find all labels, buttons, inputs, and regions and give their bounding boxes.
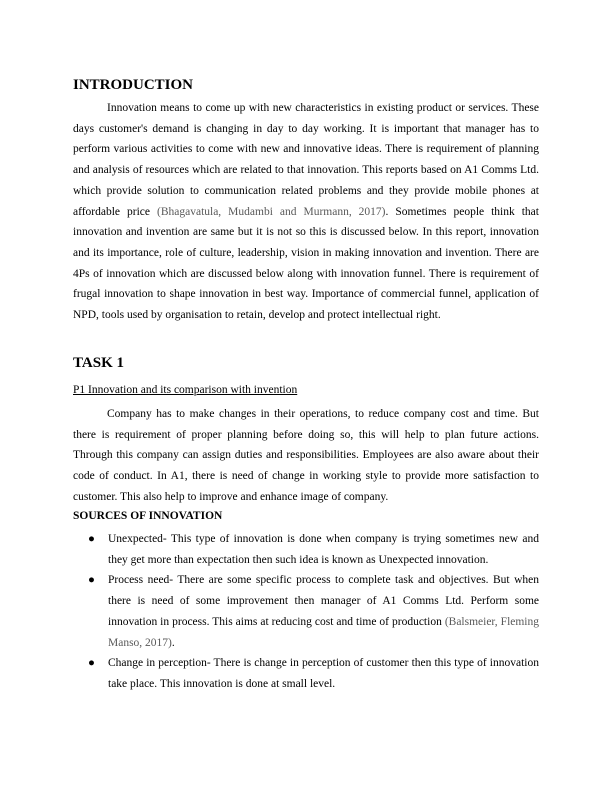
list-item-suffix: . bbox=[171, 636, 175, 649]
introduction-citation: (Bhagavatula, Mudambi and Murmann, 2017) bbox=[157, 205, 386, 218]
task1-paragraph: Company has to make changes in their operations, to reduce company cost and time. But there is requirement of proper planning before doing so, this will help to plan future actions. Through this company can assign duties and responsibilities. Employees are also aware about their code of conduct. In A1, there is need of change in working style to provide more satisfaction to customer. This also help to improve and enhance image of company. bbox=[73, 408, 539, 503]
task1-heading: TASK 1 bbox=[73, 355, 124, 371]
bullet-icon: ● bbox=[88, 533, 95, 545]
list-item-text: Process need- There are some specific process to complete task and objectives. But when there is need of some improvement then manager of A1 Comms Ltd. Perform some innovation in process. This aims at reducing cost and time of production bbox=[108, 574, 539, 628]
introduction-heading: INTRODUCTION bbox=[73, 77, 194, 93]
list-item-citation: (Balsmeier, Fleming Manso, 2017) bbox=[108, 615, 540, 649]
list-item bbox=[73, 570, 539, 653]
list-item bbox=[73, 653, 539, 694]
task1-subheading: P1 Innovation and its comparison with invention bbox=[73, 384, 298, 396]
sources-heading: SOURCES OF INNOVATION bbox=[73, 510, 223, 522]
introduction-text-continued: . Sometimes people think that innovation and invention are same but it is not so this is discussed below. In this report, innovation and its importance, role of culture, leadership, vision in making innovation and invention. There are 4Ps of innovation which are discussed below along with innovation funnel. There is requirement of frugal innovation to shape innovation in best way. Importance of commercial funnel, application of NPD, tools used by organisation to retain, develop and protect intellectual right. bbox=[73, 205, 539, 322]
list-item-text: Unexpected- This type of innovation is done when company is trying sometimes new and they get more than expectation then such idea is known as Unexpected innovation. bbox=[108, 533, 539, 566]
list-item-text: Change in perception- There is change in perception of customer then this type of innovation take place. This innovation is done at small level. bbox=[108, 657, 539, 690]
introduction-text: Innovation means to come up with new characteristics in existing product or services. These days customer's demand is changing in day to day working. It is important that manager has to perform various activities to come with new and innovative ideas. There is requirement of planning and analysis of resources which are related to that innovation. This reports based on A1 Comms Ltd. which provide solution to communication related problems and they provide mobile phones at affordable price bbox=[73, 102, 539, 218]
list-item bbox=[73, 529, 539, 570]
sources-list bbox=[73, 529, 539, 695]
bullet-icon: ● bbox=[88, 574, 95, 587]
introduction-paragraph bbox=[73, 98, 539, 326]
bullet-icon: ● bbox=[88, 657, 95, 670]
